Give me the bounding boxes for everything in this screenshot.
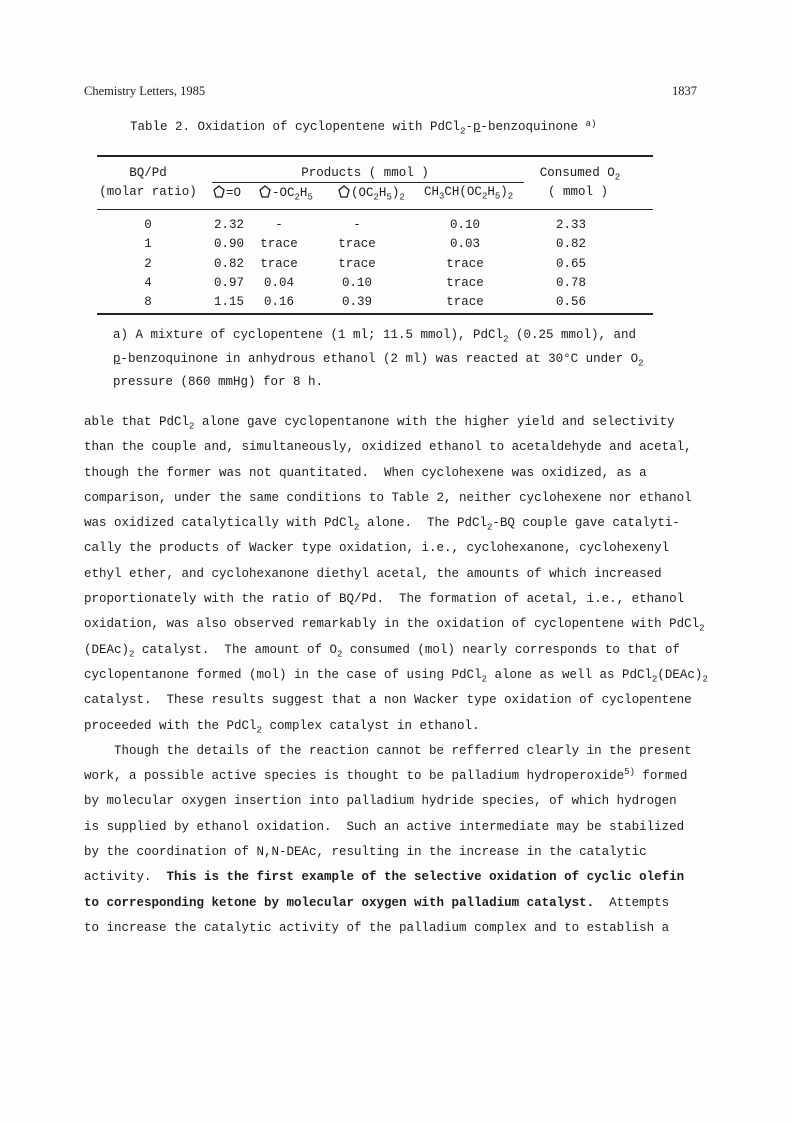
header-ether: $-OC_2H_5$: [259, 185, 313, 203]
table-top-rule: [97, 155, 653, 157]
table-caption: Table 2. Oxidation of cyclopentene with PdCl$_2$-p-benzoquinone $^{a)}$: [130, 119, 597, 137]
header-acetal: $(OC_2H_5)_2$: [338, 185, 405, 203]
table-cell-ketone: 0.82: [214, 256, 245, 271]
cyclopentane-ring-icon: [213, 185, 225, 198]
table-cell-o2: 2.33: [555, 218, 587, 232]
table-cell-acetal: -: [353, 218, 361, 232]
table-cell-ketone: 0.97: [214, 275, 245, 290]
table-cell-ether: 0.16: [263, 295, 295, 310]
table-cell-ether: trace: [260, 256, 298, 271]
body-text: able that PdCl$_2$ alone gave cyclopentanone with the higher yield and selectivity than the couple and, simultaneously, oxidized ethanol to acetaldehyde and acetal, though the former was not quantitated. When cyclohexene was oxidized, as a comparison, under the same conditions to Table 2, neither cyclohexene nor ethanol was oxidized catalytically with PdCl$_2$ alone. The PdCl$_2$-BQ couple gave catalyti- cally the products of Wacker type oxidation, i.e., cyclohexanone, cyclohexenyl ethyl ether, and cyclohexanone diethyl acetal, the amounts of which increased proportionately with the ratio of BQ/Pd. The formation of acetal, i.e., ethanol oxidation, was also observed remarkably in the oxidation of cyclopentene with PdCl$_2$ $(DEAc)_2$ catalyst. The amount of $O_2$ consumed (mol) nearly corresponds to that of cyclopentanone formed (mol) in the case of using PdCl$_2$ alone as well as $PdCl_2(DEAc)_2$ catalyst. These results suggest that a non Wacker type oxidation of cyclopentene proceeded with the PdCl$_2$ complex catalyst in ethanol. Though the details of the reaction cannot be refferred clearly in the present work, a possible active species is thought to be palladium hydroperoxide$^{5)}$ formed by molecular oxygen insertion into palladium hydride species, of which hydrogen is supplied by ethanol oxidation. Such an active intermediate may be stabilized by the coordination of N,N-DEAc, resulting in the increase in the catalytic activity. This is the first example of the selective oxidation of cyclic olefin to corresponding ketone by molecular oxygen with palladium catalyst. Attempts to increase the catalytic activity of the palladium complex and to establish a: [84, 415, 708, 935]
table-cell-ether: 0.04: [263, 275, 295, 290]
table-cell-o2: 0.65: [555, 256, 587, 271]
table-cell-diethyl: trace: [446, 275, 484, 290]
cyclopentane-ring-icon: [259, 185, 271, 198]
table-footnote: a) A mixture of cyclopentene (1 ml; 11.5 mmol), PdCl$_2$ (0.25 mmol), and p-benzoquinone in anhydrous ethanol (2 ml) was reacted at 30°C under $O_2$ pressure (860 mmHg) for 8 h.: [113, 328, 644, 389]
table-cell-ratio: 2: [144, 256, 152, 271]
table-cell-diethyl: trace: [446, 295, 484, 310]
header-bqpd: BQ/Pd: [129, 166, 167, 180]
table-cell-ether: -: [275, 218, 283, 232]
table-header-rule: [97, 209, 653, 210]
table-bottom-rule: [97, 313, 653, 315]
table-cell-diethyl: 0.10: [449, 218, 481, 232]
table-cell-ratio: 0: [144, 218, 152, 232]
table-cell-diethyl: 0.03: [449, 237, 481, 252]
table-cell-ether: trace: [260, 237, 298, 252]
table-cell-o2: 0.56: [555, 295, 587, 310]
header-cyclopentanone: =O: [213, 185, 241, 200]
table-cell-acetal: 0.10: [341, 275, 373, 290]
journal-header: Chemistry Letters, 1985: [84, 84, 206, 98]
cyclopentane-ring-icon: [338, 185, 350, 198]
table-cell-ratio: 8: [144, 295, 152, 310]
table-cell-ketone: 2.32: [214, 218, 245, 232]
products-underline: [212, 182, 524, 183]
table-cell-ratio: 1: [144, 237, 152, 252]
table-cell-acetal: trace: [338, 256, 376, 271]
header-products: Products ( mmol ): [301, 166, 429, 180]
table-cell-ketone: 0.90: [214, 237, 245, 252]
table-cell-o2: 0.82: [555, 237, 587, 252]
table-cell-ketone: 1.15: [214, 295, 245, 310]
table-cell-acetal: trace: [338, 237, 376, 252]
table-cell-o2: 0.78: [555, 275, 587, 290]
table-cell-acetal: 0.39: [341, 295, 373, 310]
header-diethyl-acetal: $CH_3CH(OC_2H_5)_2$: [424, 185, 514, 202]
table-cell-ratio: 4: [144, 275, 152, 290]
page-number: 1837: [672, 84, 697, 98]
header-mmol: ( mmol ): [547, 185, 609, 199]
table-cell-diethyl: trace: [446, 256, 484, 271]
header-molar-ratio: (molar ratio): [99, 185, 197, 199]
header-consumed: Consumed $O_2$: [539, 166, 621, 183]
